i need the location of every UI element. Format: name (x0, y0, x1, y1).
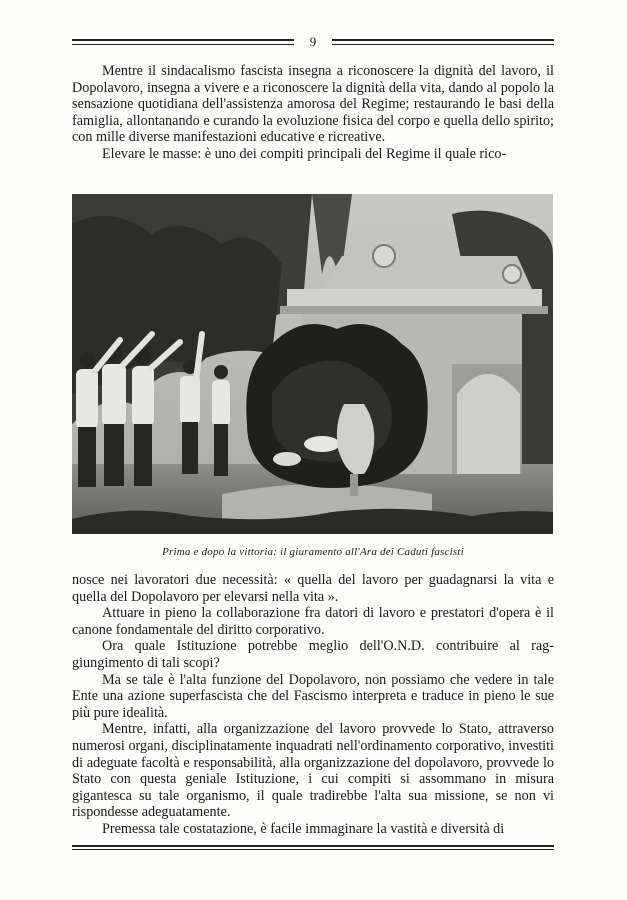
paragraph-ora-quale: Ora quale Istituzione potrebbe meglio dell'O.N.D. contribuire al raggiungimento di tali scopi? (72, 638, 554, 671)
page-header (72, 34, 554, 50)
photo-caption: Prima e dopo la vittoria: il giuramento all'Ara dei Caduti fascisti (162, 546, 464, 558)
footer-rule (72, 845, 554, 850)
page-number: 9 (309, 34, 317, 49)
paragraph-mentre-infatti: Mentre, infatti, alla organizzazione del lavoro provvede lo Stato, attraverso numerosi organi, disciplinatamente inquadrati nell'ordinamento corporativo, investiti di adeguate facoltà e responsabilità, alla organizzazione del dopolavoro, provvede lo Stato con questa geniale Istituzione, i cui compiti si assommano in misura gigantesca su tale organismo, il quale tradirebbe l'alta sua missione, se non vi rispondesse adeguatamente. (72, 721, 554, 821)
paragraph-sindacalismo: Mentre il sindacalismo fascista insegna a riconoscere la dignità del lavoro, il Dopolavoro, insegna a vivere e a riconoscere la dignità della vita, dando al popolo la sensazione quotidiana dell'assistenza amorosa del Regime; restaurando le basi della famiglia, allontanando e curando la evoluzione fisica del corpo e quella dello spirito; con mille diverse manifestazioni educative e ricreative. (72, 63, 554, 146)
paragraph-ma-se-tale: Ma se tale è l'alta funzione del Dopolavoro, non possiamo che vedere in tale Ente una azione superfascista che del Fascismo interpreta e traduce in pieno le sue più pure idealità. (72, 671, 554, 721)
paragraph-elevare: Elevare le masse: è uno dei compiti principali del Regime il quale rico- (102, 145, 507, 162)
header-rule-right (332, 39, 554, 45)
paragraph-attuare: Attuare in pieno la collaborazione fra datori di lavoro e prestatori d'opera è il canone fondamentale del diritto corporativo. (72, 605, 554, 638)
paragraph-premessa: Premessa tale costatazione, è facile immaginare la vastità e diversità di (102, 820, 505, 837)
paragraph-nosce: nosce nei lavoratori due necessità: « quella del lavoro per guadagnarsi la vita e quella del Dopolavoro per elevarsi nella vita ». (72, 572, 554, 605)
top-text-block (72, 63, 554, 163)
bottom-text-block (72, 572, 554, 838)
photograph-oath-at-altar (72, 194, 553, 534)
